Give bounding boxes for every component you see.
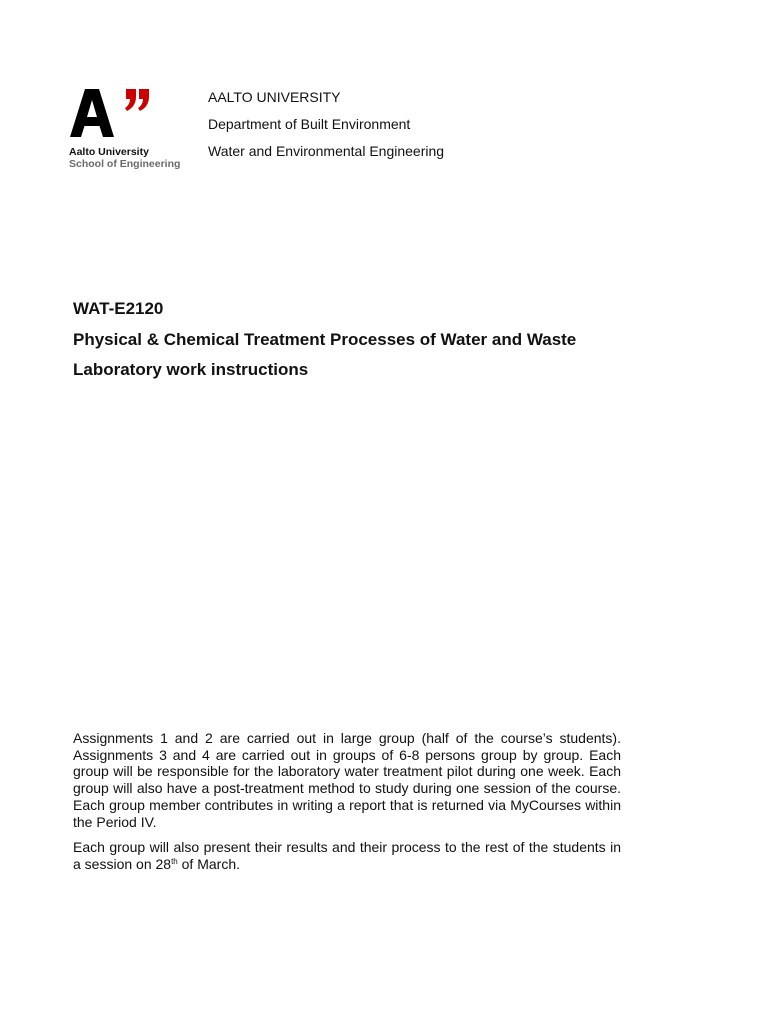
logo-quote-left bbox=[125, 89, 136, 111]
document-subtitle: Laboratory work instructions bbox=[73, 360, 309, 379]
ordinal-suffix: th bbox=[171, 856, 178, 866]
body-text bbox=[73, 730, 621, 882]
department-name: Department of Built Environment bbox=[208, 116, 411, 132]
course-title: Physical & Chemical Treatment Processes of Water and Waste bbox=[73, 329, 577, 349]
institution-header bbox=[208, 84, 444, 165]
course-code: WAT-E2120 bbox=[73, 299, 164, 318]
aalto-logo bbox=[66, 86, 198, 174]
paragraph-assignments: Assignments 1 and 2 are carried out in large group (half of the course’s students). Assignments 3 and 4 are carried out in groups of 6-8 persons group by group. Each group will be responsible for the laboratory water treatment pilot during one week. Each group will also have a post-treatment method to study during one session of the course. Each group member contributes in writing a report that is returned via MyCourses within the Period IV. bbox=[73, 730, 621, 830]
paragraph-presentation-start: Each group will also present their results and their process to the rest of the students in a session on 28 bbox=[73, 839, 621, 872]
aalto-logo-mark bbox=[66, 86, 156, 142]
program-name: Water and Environmental Engineering bbox=[208, 143, 445, 159]
paragraph-presentation bbox=[73, 839, 621, 872]
logo-line-school: School of Engineering bbox=[69, 158, 181, 170]
university-name: AALTO UNIVERSITY bbox=[208, 89, 341, 105]
logo-wordmark bbox=[69, 146, 180, 170]
logo-line-university: Aalto University bbox=[69, 146, 149, 158]
document-title-block bbox=[73, 294, 576, 386]
paragraph-presentation-end: of March. bbox=[177, 855, 240, 872]
logo-quote-right bbox=[138, 89, 149, 111]
